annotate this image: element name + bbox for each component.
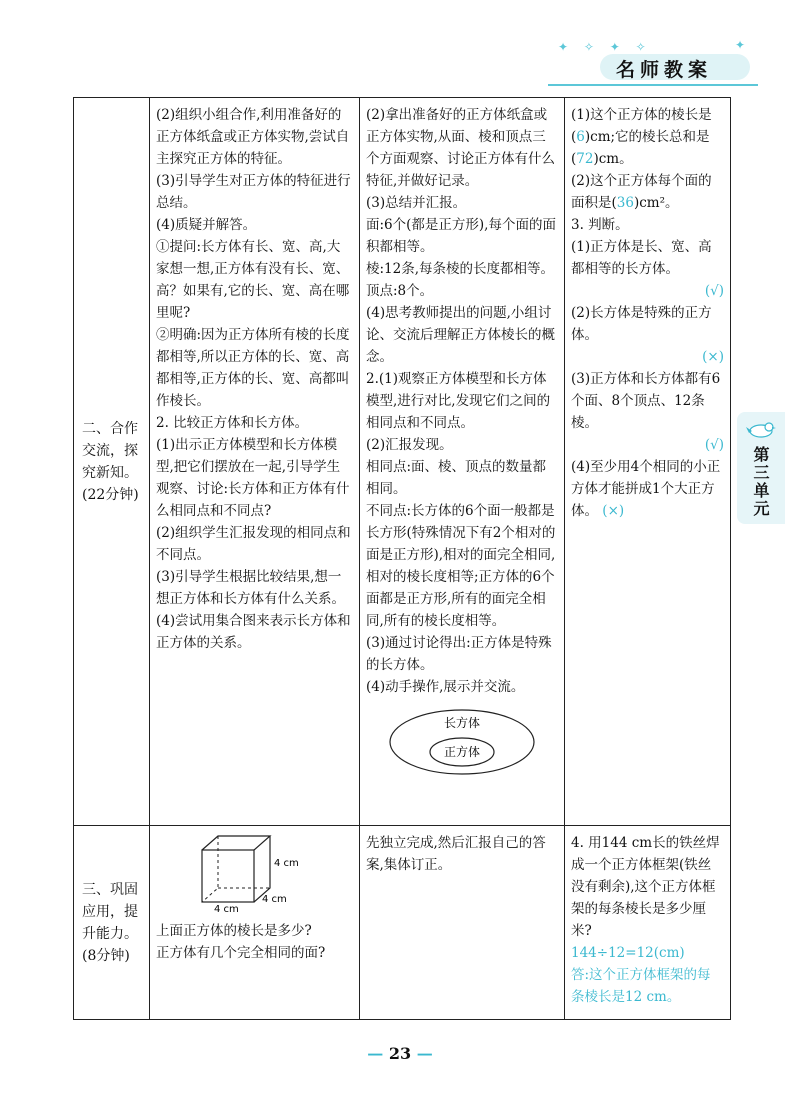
judge-item: (3)正方体和长方体都有6个面、8个顶点、12条棱。 (√)	[571, 368, 724, 456]
text-line: 相同点:面、棱、顶点的数量都相同。	[366, 459, 547, 497]
teacher-activity-cell	[150, 826, 360, 1020]
header-rule	[548, 84, 758, 86]
answer-blank: 6	[576, 129, 585, 145]
exercise-q2: (2)这个正方体每个面的面积是(36)cm²。	[571, 173, 712, 211]
lesson-plan-table	[73, 97, 731, 1020]
judge-item: (4)至少用4个相同的小正方体才能拼成1个大正方体。 (×)	[571, 459, 721, 519]
student-activity-cell	[360, 98, 565, 826]
text-line: 2.(1)观察正方体模型和长方体模型,进行对比,发现它们之间的相同点和不同点。	[366, 371, 551, 431]
text-line: (4)思考教师提出的问题,小组讨论、交流后理解正方体棱长的概念。	[366, 305, 555, 365]
text-line: (3)引导学生对正方体的特征进行总结。	[156, 173, 351, 211]
judge-answer: (√)	[704, 437, 724, 453]
text-line: 先独立完成,然后汇报自己的答案,集体订正。	[366, 835, 546, 873]
page-number: — 23 —	[367, 1044, 433, 1063]
unit-side-tab-label: 第三单元	[751, 446, 770, 518]
cube-figure	[196, 832, 306, 914]
text-line: 顶点:8个。	[366, 283, 434, 299]
judge-answer: (×)	[602, 503, 625, 519]
venn-diagram	[387, 708, 537, 776]
exercise-question: 4. 用144 cm长的铁丝焊成一个正方体框架(铁丝没有剩余),这个正方体框架的每条棱长是多少厘米?	[571, 835, 720, 939]
header-title: 名师教案	[616, 59, 713, 81]
bird-icon	[744, 418, 778, 440]
stage-label: 三、巩固应用，提升能力。(8分钟)	[74, 826, 150, 1020]
decorative-stars-icon: ✦ ✧ ✦ ✧	[558, 40, 652, 54]
cube-edge-label: 4 cm	[214, 904, 239, 914]
teacher-activity-cell	[150, 98, 360, 826]
text-line: (4)尝试用集合图来表示长方体和正方体的关系。	[156, 613, 351, 651]
cube-edge-label: 4 cm	[274, 858, 299, 869]
exercise-answer-text: 答:这个正方体框架的每条棱长是12 cm。	[571, 967, 711, 1005]
judge-answer: (×)	[702, 349, 724, 365]
text-line: (2)组织小组合作,利用准备好的正方体纸盒或正方体实物,尝试自主探究正方体的特征。	[156, 107, 350, 167]
text-line: 2. 比较正方体和长方体。	[156, 415, 309, 431]
text-line: (3)通过讨论得出:正方体是特殊的长方体。	[366, 635, 552, 673]
answer-blank: 72	[576, 151, 594, 167]
decorative-star-icon: ✦	[735, 38, 746, 52]
text-line: 面:6个(都是正方形),每个面的面积都相等。	[366, 217, 556, 255]
judge-item: (2)长方体是特殊的正方体。 (×)	[571, 302, 724, 368]
venn-outer-label: 长方体	[443, 716, 481, 730]
text-line: (4)动手操作,展示并交流。	[366, 679, 525, 695]
exercise-cell	[565, 98, 731, 826]
judge-answer: (√)	[704, 283, 724, 299]
text-line: (2)拿出准备好的正方体纸盒或正方体实物,从面、棱和顶点三个方面观察、讨论正方体有什么特征,并做好记录。	[366, 107, 555, 189]
judge-item: (1)正方体是长、宽、高都相等的长方体。 (√)	[571, 236, 724, 302]
table-row	[74, 826, 731, 1020]
venn-inner-label: 正方体	[443, 745, 481, 759]
cube-edge-label: 4 cm	[262, 894, 287, 905]
exercise-answer-calc: 144÷12=12(cm)	[571, 945, 685, 961]
text-line: (1)出示正方体模型和长方体模型,把它们摆放在一起,引导学生观察、讨论:长方体和正方体有什么相同点和不同点?	[156, 437, 350, 519]
exercise-cell	[565, 826, 731, 1020]
student-activity-cell	[360, 826, 565, 1020]
text-line: (3)引导学生根据比较结果,想一想正方体和长方体有什么关系。	[156, 569, 345, 607]
stage-label: 二、合作交流，探究新知。(22分钟)	[74, 98, 150, 826]
exercise-q3-title: 3. 判断。	[571, 217, 629, 233]
text-line: 上面正方体的棱长是多少?	[156, 923, 312, 939]
text-line: 正方体有几个完全相同的面?	[156, 945, 326, 961]
text-line: (4)质疑并解答。	[156, 217, 257, 233]
text-line: ②明确:因为正方体所有棱的长度都相等,所以正方体的长、宽、高都相等,正方体的长、宽、高都叫作棱长。	[156, 327, 350, 409]
text-line: (2)组织学生汇报发现的相同点和不同点。	[156, 525, 351, 563]
answer-blank: 36	[616, 195, 634, 211]
text-line: 棱:12条,每条棱的长度都相等。	[366, 261, 555, 277]
text-line: ①提问:长方体有长、宽、高,大家想一想,正方体有没有长、宽、高？如果有,它的长、宽、高在哪里呢?	[156, 239, 350, 321]
table-row	[74, 98, 731, 826]
text-line: (3)总结并汇报。	[366, 195, 467, 211]
text-line: 不同点:长方体的6个面一般都是长方形(特殊情况下有2个相对的面是正方形),相对的面完全相同,相对的棱长度相等;正方体的6个面都是正方形,所有的面完全相同,所有的棱长度相等。	[366, 503, 556, 629]
text-line: (2)汇报发现。	[366, 437, 453, 453]
exercise-q1: (1)这个正方体的棱长是(6)cm;它的棱长总和是(72)cm。	[571, 107, 712, 167]
